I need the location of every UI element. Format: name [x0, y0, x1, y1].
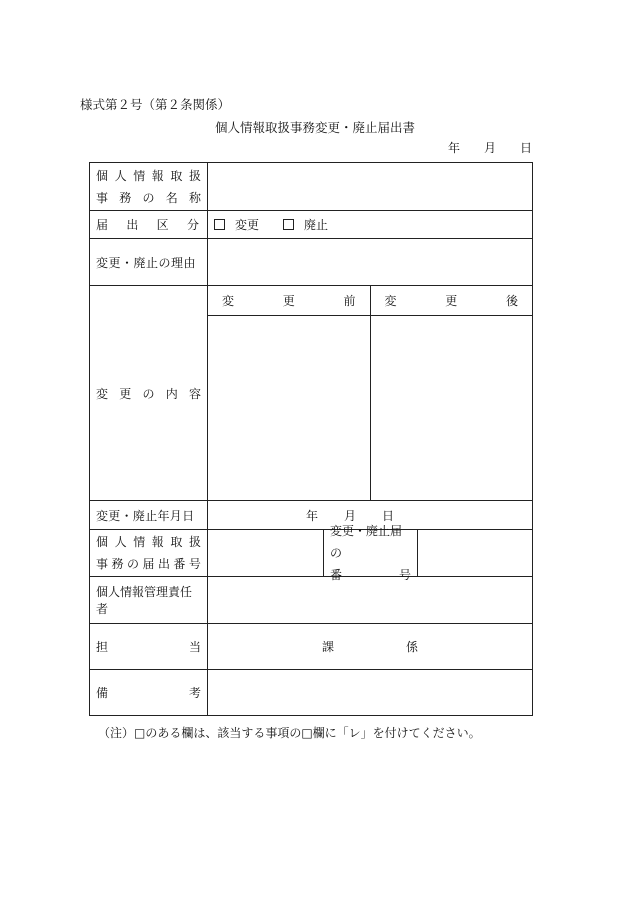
option-abolish[interactable] [283, 216, 328, 233]
notification-type-options [208, 211, 532, 238]
row-content [90, 285, 532, 500]
section-label: 課 [321, 640, 334, 654]
manager-label: 個人情報管理責任者 [90, 577, 208, 623]
notice-number-field[interactable] [418, 530, 532, 576]
option-change-label: 変更 [235, 218, 260, 232]
content-label: 変 更 の 内 容 [90, 286, 208, 500]
notification-number-field[interactable] [208, 530, 324, 576]
row-manager [90, 576, 532, 623]
reason-label: 変更・廃止の理由 [90, 239, 208, 285]
after-field[interactable] [370, 316, 533, 500]
option-abolish-label: 廃止 [304, 218, 329, 232]
affair-name-label [90, 163, 208, 210]
label-line: 事 務 の 届 出 番 号 [96, 557, 201, 571]
affair-name-field[interactable] [208, 163, 532, 210]
remarks-field[interactable] [208, 670, 532, 715]
in-charge-label: 担 当 [90, 624, 208, 669]
notification-number-label [90, 530, 208, 576]
notification-type-label: 届 出 区 分 [90, 211, 208, 238]
day-label: 日 [520, 141, 533, 155]
reason-field[interactable] [208, 239, 532, 285]
content-header [208, 286, 532, 316]
month-label: 月 [484, 141, 497, 155]
row-notification-number [90, 524, 532, 582]
form-label: 様式第２号（第２条関係） [80, 97, 231, 112]
content-area [208, 286, 532, 500]
row-remarks [90, 669, 532, 715]
after-header: 変 更 後 [370, 286, 533, 315]
option-change[interactable] [214, 216, 259, 233]
submission-date [448, 139, 532, 156]
year-label: 年 [448, 141, 461, 155]
notice-number-label: 変更・廃止届の 番 号 [324, 530, 418, 576]
label-line: 個 人 情 報 取 扱 [96, 535, 201, 549]
before-field[interactable] [208, 316, 370, 500]
label-line: 個 人 情 報 取 扱 [96, 168, 201, 183]
checkbox-icon[interactable] [214, 219, 225, 230]
row-affair-name [90, 163, 532, 210]
manager-field[interactable] [208, 577, 532, 623]
row-change-date [90, 500, 532, 529]
month-label: 月 [343, 508, 356, 523]
label-line: 事 務 の 名 称 [96, 190, 201, 205]
row-in-charge [90, 623, 532, 669]
before-header: 変 更 前 [222, 294, 356, 308]
checkbox-icon[interactable] [283, 219, 294, 230]
document-title: 個人情報取扱事務変更・廃止届出書 [214, 120, 415, 135]
row-reason [90, 238, 532, 285]
day-label: 日 [382, 508, 395, 523]
subsection-label: 係 [406, 640, 419, 654]
change-date-label: 変更・廃止年月日 [90, 501, 208, 529]
content-body [208, 316, 532, 500]
row-notification-type [90, 210, 532, 238]
in-charge-field[interactable] [208, 624, 532, 669]
year-label: 年 [305, 508, 318, 523]
footnote: （注）□のある欄は、該当する事項の□欄に「レ」を付けてください。 [98, 726, 481, 740]
notification-form [89, 162, 533, 716]
remarks-label: 備 考 [90, 670, 208, 715]
